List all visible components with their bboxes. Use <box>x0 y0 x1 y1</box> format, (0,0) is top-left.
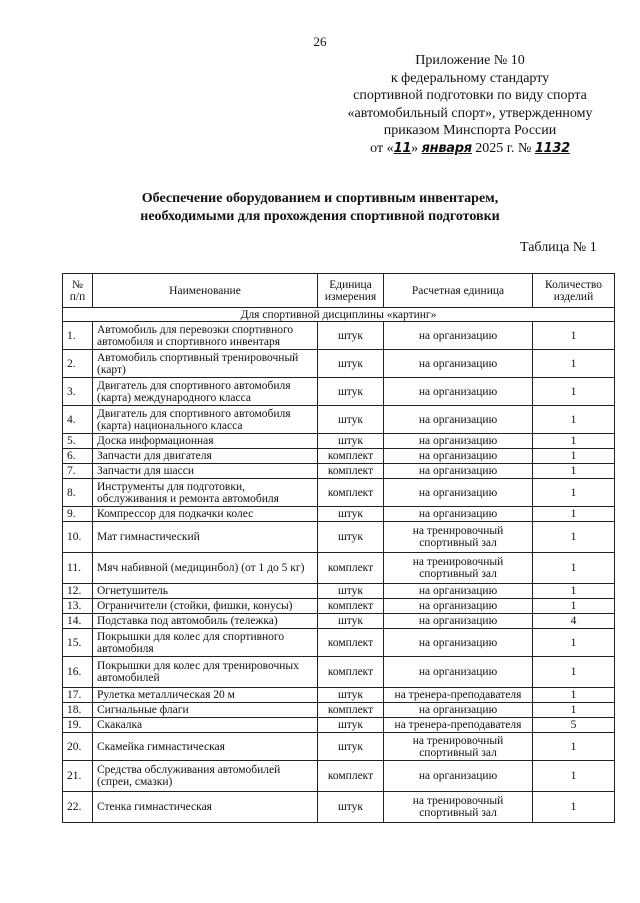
cell-num: 14. <box>63 614 93 629</box>
cell-unit: комплект <box>318 657 384 688</box>
cell-unit: штук <box>318 406 384 434</box>
cell-qty: 1 <box>533 507 615 522</box>
cell-calc: на организацию <box>384 507 533 522</box>
cell-calc: на организацию <box>384 614 533 629</box>
document-title <box>0 190 640 226</box>
cell-unit: комплект <box>318 449 384 464</box>
cell-num: 11. <box>63 553 93 584</box>
cell-unit: штук <box>318 733 384 761</box>
cell-calc: на тренера-преподавателя <box>384 718 533 733</box>
cell-calc: на организацию <box>384 322 533 350</box>
cell-unit: штук <box>318 718 384 733</box>
cell-unit: штук <box>318 507 384 522</box>
table-row <box>63 718 615 733</box>
header-calc: Расчетная единица <box>384 274 533 308</box>
cell-name: Покрышки для колес для тренировочных автомобилей <box>93 657 318 688</box>
cell-qty: 1 <box>533 792 615 823</box>
cell-name: Ограничители (стойки, фишки, конусы) <box>93 599 318 614</box>
table-row <box>63 507 615 522</box>
header-qty: Количество изделий <box>533 274 615 308</box>
cell-calc: на организацию <box>384 761 533 792</box>
cell-num: 8. <box>63 479 93 507</box>
cell-num: 15. <box>63 629 93 657</box>
cell-calc: на тренера-преподавателя <box>384 688 533 703</box>
cell-num: 7. <box>63 464 93 479</box>
table-row <box>63 553 615 584</box>
cell-num: 10. <box>63 522 93 553</box>
table-row <box>63 599 615 614</box>
cell-calc: на организацию <box>384 350 533 378</box>
cell-unit: штук <box>318 792 384 823</box>
cell-unit: штук <box>318 378 384 406</box>
cell-unit: штук <box>318 614 384 629</box>
cell-unit: комплект <box>318 629 384 657</box>
cell-qty: 1 <box>533 584 615 599</box>
appendix-line: приказом Минспорта России <box>383 123 557 139</box>
cell-name: Запчасти для шасси <box>93 464 318 479</box>
cell-name: Скамейка гимнастическая <box>93 733 318 761</box>
appendix-line: Приложение № 10 <box>415 53 525 68</box>
cell-unit: штук <box>318 688 384 703</box>
cell-qty: 4 <box>533 614 615 629</box>
cell-qty: 1 <box>533 703 615 718</box>
cell-calc: на организацию <box>384 464 533 479</box>
appendix-line: к федеральному стандарту <box>390 70 550 86</box>
table-row <box>63 479 615 507</box>
cell-name: Компрессор для подкачки колес <box>93 507 318 522</box>
date-prefix: от « <box>370 140 394 156</box>
table-header-row <box>63 274 615 308</box>
title-line: необходимыми для прохождения спортивной подготовки <box>140 209 500 224</box>
cell-calc: на организацию <box>384 657 533 688</box>
cell-name: Средства обслуживания автомобилей (спреи, смазки) <box>93 761 318 792</box>
cell-qty: 1 <box>533 688 615 703</box>
cell-qty: 1 <box>533 350 615 378</box>
cell-name: Огнетушитель <box>93 584 318 599</box>
cell-unit: штук <box>318 434 384 449</box>
cell-calc: на организацию <box>384 584 533 599</box>
cell-num: 18. <box>63 703 93 718</box>
cell-unit: комплект <box>318 599 384 614</box>
cell-name: Двигатель для спортивного автомобиля (карта) международного класса <box>93 378 318 406</box>
cell-num: 9. <box>63 507 93 522</box>
table-row <box>63 614 615 629</box>
cell-name: Мяч набивной (медицинбол) (от 1 до 5 кг) <box>93 553 318 584</box>
cell-name: Автомобиль для перевозки спортивного автомобиля и спортивного инвентаря <box>93 322 318 350</box>
cell-name: Доска информационная <box>93 434 318 449</box>
cell-num: 16. <box>63 657 93 688</box>
cell-name: Стенка гимнастическая <box>93 792 318 823</box>
cell-qty: 1 <box>533 434 615 449</box>
header-unit: Единица измерения <box>318 274 384 308</box>
table-row <box>63 434 615 449</box>
cell-qty: 1 <box>533 657 615 688</box>
cell-name: Сигнальные флаги <box>93 703 318 718</box>
cell-qty: 1 <box>533 479 615 507</box>
table-row <box>63 378 615 406</box>
date-year: 2025 г. № <box>475 140 532 156</box>
table-row <box>63 464 615 479</box>
cell-num: 6. <box>63 449 93 464</box>
appendix-line: спортивной подготовки по виду спорта <box>353 88 587 104</box>
cell-calc: на организацию <box>384 434 533 449</box>
table-row <box>63 522 615 553</box>
cell-unit: комплект <box>318 479 384 507</box>
cell-unit: штук <box>318 584 384 599</box>
table-body <box>63 308 615 823</box>
table-row <box>63 322 615 350</box>
cell-calc: на организацию <box>384 449 533 464</box>
table-label: Таблица № 1 <box>520 240 597 255</box>
cell-unit: комплект <box>318 703 384 718</box>
cell-calc: на организацию <box>384 479 533 507</box>
handwritten-order-number: 1132 <box>534 140 570 156</box>
order-date-line <box>330 140 610 158</box>
cell-qty: 1 <box>533 522 615 553</box>
cell-num: 3. <box>63 378 93 406</box>
cell-calc: на тренировочный спортивный зал <box>384 733 533 761</box>
table-row <box>63 792 615 823</box>
cell-name: Инструменты для подготовки, обслуживания и ремонта автомобиля <box>93 479 318 507</box>
table-row <box>63 703 615 718</box>
cell-unit: комплект <box>318 464 384 479</box>
cell-qty: 1 <box>533 761 615 792</box>
header-name: Наименование <box>93 274 318 308</box>
cell-calc: на организацию <box>384 599 533 614</box>
cell-num: 17. <box>63 688 93 703</box>
cell-qty: 1 <box>533 733 615 761</box>
cell-calc: на организацию <box>384 406 533 434</box>
cell-name: Двигатель для спортивного автомобиля (карта) национального класса <box>93 406 318 434</box>
cell-name: Автомобиль спортивный тренировочный (карт) <box>93 350 318 378</box>
cell-unit: штук <box>318 322 384 350</box>
table-row <box>63 733 615 761</box>
cell-qty: 1 <box>533 322 615 350</box>
cell-name: Подставка под автомобиль (тележка) <box>93 614 318 629</box>
table-row <box>63 688 615 703</box>
page-number: 26 <box>313 34 327 49</box>
cell-qty: 1 <box>533 629 615 657</box>
header-num: № п/п <box>63 274 93 308</box>
cell-calc: на тренировочный спортивный зал <box>384 522 533 553</box>
cell-unit: комплект <box>318 761 384 792</box>
cell-num: 20. <box>63 733 93 761</box>
cell-qty: 1 <box>533 378 615 406</box>
cell-num: 5. <box>63 434 93 449</box>
cell-num: 19. <box>63 718 93 733</box>
cell-calc: на организацию <box>384 378 533 406</box>
table-row <box>63 350 615 378</box>
cell-qty: 1 <box>533 464 615 479</box>
cell-calc: на организацию <box>384 703 533 718</box>
cell-qty: 1 <box>533 449 615 464</box>
appendix-line: «автомобильный спорт», утвержденному <box>347 105 593 121</box>
handwritten-month: января <box>421 140 472 156</box>
handwritten-day: 11 <box>393 140 412 156</box>
cell-num: 12. <box>63 584 93 599</box>
cell-name: Запчасти для двигателя <box>93 449 318 464</box>
cell-qty: 1 <box>533 553 615 584</box>
cell-name: Мат гимнастический <box>93 522 318 553</box>
cell-qty: 5 <box>533 718 615 733</box>
cell-unit: штук <box>318 522 384 553</box>
cell-num: 1. <box>63 322 93 350</box>
date-mid: » <box>411 140 419 156</box>
title-line: Обеспечение оборудованием и спортивным инвентарем, <box>141 191 499 206</box>
cell-unit: штук <box>318 350 384 378</box>
appendix-header <box>330 52 610 158</box>
section-row <box>63 308 615 322</box>
table-row <box>63 449 615 464</box>
table-row <box>63 584 615 599</box>
cell-calc: на тренировочный спортивный зал <box>384 792 533 823</box>
cell-num: 13. <box>63 599 93 614</box>
table-row <box>63 629 615 657</box>
cell-num: 4. <box>63 406 93 434</box>
cell-name: Покрышки для колес для спортивного автомобиля <box>93 629 318 657</box>
cell-num: 21. <box>63 761 93 792</box>
cell-name: Рулетка металлическая 20 м <box>93 688 318 703</box>
cell-qty: 1 <box>533 599 615 614</box>
section-title: Для спортивной дисциплины «картинг» <box>63 308 615 322</box>
cell-num: 22. <box>63 792 93 823</box>
table-row <box>63 406 615 434</box>
cell-unit: комплект <box>318 553 384 584</box>
cell-qty: 1 <box>533 406 615 434</box>
table-row <box>63 657 615 688</box>
cell-num: 2. <box>63 350 93 378</box>
cell-name: Скакалка <box>93 718 318 733</box>
table-row <box>63 761 615 792</box>
cell-calc: на тренировочный спортивный зал <box>384 553 533 584</box>
equipment-table <box>62 273 615 823</box>
cell-calc: на организацию <box>384 629 533 657</box>
